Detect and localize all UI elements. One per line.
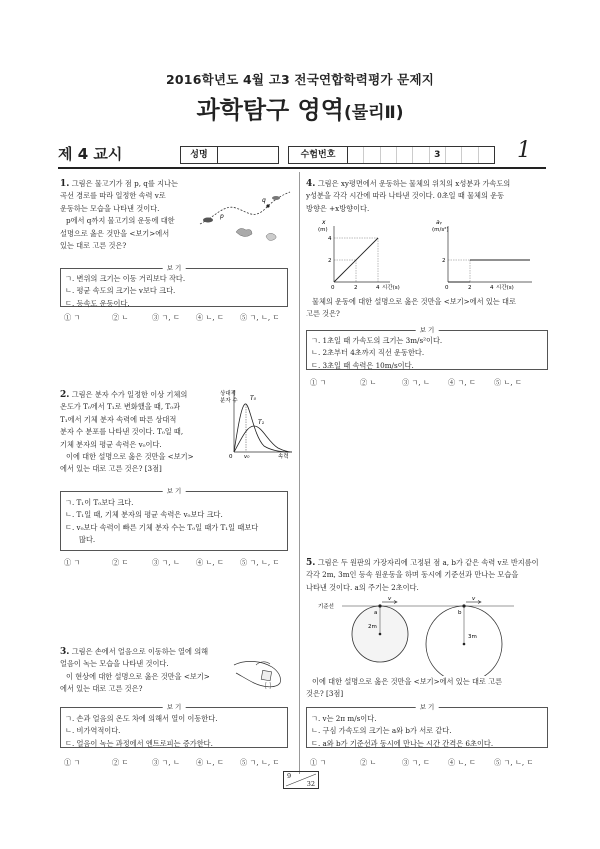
q2-choice-2[interactable]: ② ㄷ: [112, 558, 129, 567]
q5-label-3m: 3m: [468, 634, 477, 640]
name-box: [180, 146, 279, 164]
q2-choice-4[interactable]: ④ ㄴ, ㄷ: [196, 558, 224, 567]
q5-choice-5[interactable]: ⑤ ㄱ, ㄴ, ㄷ: [494, 758, 534, 767]
q4-choices: [310, 377, 546, 389]
q3-choice-3[interactable]: ③ ㄱ, ㄴ: [152, 758, 180, 767]
q5-choice-3[interactable]: ③ ㄱ, ㄷ: [402, 758, 430, 767]
q2-bogi-3: ㄷ. v₀보다 속력이 빠른 기체 분자 수는 T₀일 때가 T₁일 때보다: [65, 522, 259, 532]
q4-g2-x4: 4: [490, 285, 494, 291]
q2-label-T1: T₁: [258, 419, 265, 426]
q5-bogi-3: ㄷ. a와 b가 기준선과 동시에 만나는 시간 간격은 6초이다.: [311, 738, 494, 748]
footer-page-box: [283, 771, 319, 789]
q3-choice-5[interactable]: ⑤ ㄱ, ㄴ, ㄷ: [240, 758, 280, 767]
q5-label-b: b: [458, 610, 462, 616]
q4-choice-3[interactable]: ③ ㄱ, ㄴ: [402, 378, 430, 387]
ice-icon: [261, 670, 271, 680]
footer-page-bottom: 32: [306, 780, 315, 788]
q3-number: 3.: [60, 647, 70, 657]
q2-choice-1[interactable]: ① ㄱ: [64, 558, 81, 567]
q2-curve-T0: [234, 404, 290, 452]
q4-g1-ylabel: x: [322, 219, 326, 226]
q4-g1-x4: 4: [376, 285, 380, 291]
q4-g2-x0: 0: [445, 285, 449, 291]
q1-bogi-title: 보 기: [163, 263, 186, 274]
q4-bogi-box: [306, 326, 548, 370]
q2-label-v0: v₀: [244, 454, 250, 460]
q5-stem: 5. 그림은 두 원판의 가장자리에 고정된 점 a, b가 같은 속력 v로 반지름이 각각 2m, 3m인 등속 원운동을 하며 동시에 기준선과 만나는 모습을 나타낸 것이다. a의 주기는 2초이다.: [306, 558, 539, 592]
q1-bogi-2: ㄴ. 평균 속도의 크기는 v보다 크다.: [65, 286, 176, 296]
exam-number-box: [288, 146, 495, 164]
q2-bogi-box: [60, 487, 288, 551]
q3-choice-2[interactable]: ② ㄷ: [112, 758, 129, 767]
q3-bogi-3: ㄷ. 얼음이 녹는 과정에서 엔트로피는 증가한다.: [65, 738, 213, 748]
q5-ref-label: 기준선: [318, 604, 334, 610]
q4-bogi-3: ㄷ. 3초일 때 속력은 10m/s이다.: [311, 360, 414, 370]
q3-choices: [64, 757, 294, 769]
q2-distribution-graph: [212, 386, 296, 460]
column-divider: [299, 172, 300, 774]
q3-bogi-2: ㄴ. 비가역적이다.: [65, 726, 121, 736]
q4-g1-xlabel: 시간(s): [382, 285, 400, 291]
q1-choice-1[interactable]: ① ㄱ: [64, 313, 81, 322]
period-label: 제 4 교시: [58, 145, 123, 163]
q5-choices: [310, 757, 546, 769]
q5-label-va: v: [388, 596, 392, 602]
q4-g2-x2: 2: [468, 285, 472, 291]
q4-choice-4[interactable]: ④ ㄱ, ㄷ: [448, 378, 476, 387]
q3-stem: 3. 그림은 손에서 얼음으로 이동하는 열에 의해 얼음이 녹는 모습을 나타낸 것이다. 이 현상에 대한 설명으로 옳은 것만을 <보기> 에서 있는 대로 고른 것은?: [60, 647, 210, 694]
q4-choice-5[interactable]: ⑤ ㄴ, ㄷ: [494, 378, 522, 387]
q1-choice-5[interactable]: ⑤ ㄱ, ㄴ, ㄷ: [240, 313, 280, 322]
q3-choice-4[interactable]: ④ ㄴ, ㄷ: [196, 758, 224, 767]
q4-g1-y2: 2: [328, 258, 332, 264]
subject-title: [0, 90, 600, 125]
q4-number: 4.: [306, 179, 316, 189]
q5-bogi-title: 보 기: [416, 702, 439, 713]
q4-acceleration-graph: [432, 216, 542, 292]
q2-label-origin: 0: [229, 454, 233, 460]
q5-label-vb: v: [472, 596, 476, 602]
q4-g2-xlabel: 시간(s): [496, 285, 514, 291]
q5-choice-4[interactable]: ④ ㄴ, ㄷ: [448, 758, 476, 767]
q5-label-a: a: [374, 610, 378, 616]
q4-choice-2[interactable]: ② ㄴ: [360, 378, 377, 387]
q5-choice-2[interactable]: ② ㄴ: [360, 758, 377, 767]
footer-page-top: 9: [287, 772, 292, 780]
q1-choices: [64, 312, 294, 324]
q4-g1-x0: 0: [331, 285, 335, 291]
q2-bogi-3-cont: 많다.: [79, 535, 96, 545]
q2-choice-5[interactable]: ⑤ ㄱ, ㄴ, ㄷ: [240, 558, 280, 567]
q3-choice-1[interactable]: ① ㄱ: [64, 758, 81, 767]
q4-bogi-1: ㄱ. 1초일 때 가속도의 크기는 3m/s²이다.: [311, 336, 443, 345]
exam-number-label: 수험번호: [289, 147, 348, 163]
q1-figure: [196, 186, 294, 246]
q4-g1-y4: 4: [328, 236, 332, 242]
q4-g1-x2: 2: [354, 285, 358, 291]
header-rule: [58, 167, 546, 169]
q5-number: 5.: [306, 558, 316, 568]
q4-stem: 4. 그림은 xy평면에서 운동하는 물체의 위치의 x성분과 가속도의 y성분을 각각 시간에 따라 나타낸 것이다. 0초일 때 물체의 운동 방향은 +x방향이다.: [306, 179, 511, 213]
q2-bogi-1: ㄱ. T₁이 T₀보다 크다.: [65, 498, 134, 507]
name-label: 성명: [181, 147, 218, 163]
q1-choice-4[interactable]: ④ ㄴ, ㄷ: [196, 313, 224, 322]
q5-question: 이에 대한 설명으로 옳은 것만을 <보기>에서 있는 대로 고른 것은? [3점]: [306, 677, 503, 699]
page-number: 1: [517, 138, 531, 163]
q4-choice-1[interactable]: ① ㄱ: [310, 378, 327, 387]
q3-bogi-1: ㄱ. 손과 얼음의 온도 차에 의해서 열이 이동한다.: [65, 714, 218, 723]
q1-choice-2[interactable]: ② ㄴ: [112, 313, 129, 322]
q2-ylabel-2: 분자 수: [220, 398, 238, 404]
exam-title: 2016학년도 4월 고3 전국연합학력평가 문제지: [166, 72, 434, 87]
q1-bogi-box: [60, 264, 288, 308]
q5-bogi-1: ㄱ. v는 2π m/s이다.: [311, 714, 377, 723]
q1-bogi-3: ㄷ. 등속도 운동이다.: [65, 298, 130, 308]
q4-position-graph: [318, 216, 418, 292]
q2-choices: [64, 557, 294, 569]
q4-bogi-2: ㄴ. 2초부터 4초까지 직선 운동한다.: [311, 348, 425, 358]
q2-curve-T1: [234, 426, 292, 452]
q3-bogi-box: [60, 703, 288, 748]
q2-bogi-title: 보 기: [163, 486, 186, 497]
q1-stem: 1. 그림은 물고기가 점 p, q를 지나는 곡선 경로를 따라 일정한 속력 v로 운동하는 모습을 나타낸 것이다. p에서 q까지 물고기의 운동에 대한 설명으로 옳은 것만을 <보기>에서 있는 대로 고른 것은?: [60, 179, 178, 251]
q5-label-2m: 2m: [368, 624, 377, 630]
subject-sub: (물리Ⅱ): [343, 103, 404, 123]
q2-bogi-2: ㄴ. T₁일 때, 기체 분자의 평균 속력은 v₀보다 크다.: [65, 510, 223, 520]
q2-ylabel-1: 상대적: [220, 391, 236, 397]
q5-bogi-2: ㄴ. 구심 가속도의 크기는 a와 b가 서로 같다.: [311, 726, 452, 736]
rock-icon: [236, 228, 252, 236]
q4-question: 물체의 운동에 대한 설명으로 옳은 것만을 <보기>에서 있는 대로 고른 것은?: [306, 297, 516, 319]
q3-hand-ice-figure: [232, 655, 292, 695]
q4-bogi-title: 보 기: [416, 325, 439, 336]
q2-choice-3[interactable]: ③ ㄱ, ㄴ: [152, 558, 180, 567]
exam-number-digit: 3: [430, 147, 446, 163]
q1-label-q: q: [262, 197, 266, 204]
q5-bogi-box: [306, 703, 548, 748]
q2-xlabel: 속력: [278, 454, 289, 460]
q4-g2-ylabel: aᵧ: [436, 219, 442, 226]
q1-label-p: p: [220, 213, 224, 220]
subject-main: 과학탐구 영역: [196, 96, 344, 124]
q1-bogi-1: ㄱ. 변위의 크기는 이동 거리보다 작다.: [65, 274, 186, 283]
q1-choice-3[interactable]: ③ ㄱ, ㄷ: [152, 313, 180, 322]
q2-number: 2.: [60, 390, 70, 400]
hand-icon: [234, 661, 281, 686]
q3-bogi-title: 보 기: [163, 702, 186, 713]
exam-number-cells: [348, 147, 494, 163]
q5-choice-1[interactable]: ① ㄱ: [310, 758, 327, 767]
q5-discs-figure: [318, 596, 518, 676]
q1-number: 1.: [60, 179, 70, 189]
fish-icon: [203, 218, 213, 223]
q4-g1-yunit: (m): [318, 227, 328, 233]
q2-label-T0: T₀: [250, 395, 257, 402]
q4-g2-y2: 2: [442, 258, 446, 264]
q4-g2-yunit: (m/s²): [432, 227, 449, 233]
q2-stem: 2. 그림은 분자 수가 일정한 이상 기체의 온도가 T₀에서 T₁로 변화했을 때, T₀과 T₁에서 기체 분자 속력에 따른 상대적 분자 수 분포를 나타낸 것이다. T₀일 때, 기체 분자의 평균 속력은 v₀이다. 이에 대한 설명으로 옳은 것만을 <보기> 에서 있는 대로 고른 것은? [3점]: [60, 390, 194, 474]
